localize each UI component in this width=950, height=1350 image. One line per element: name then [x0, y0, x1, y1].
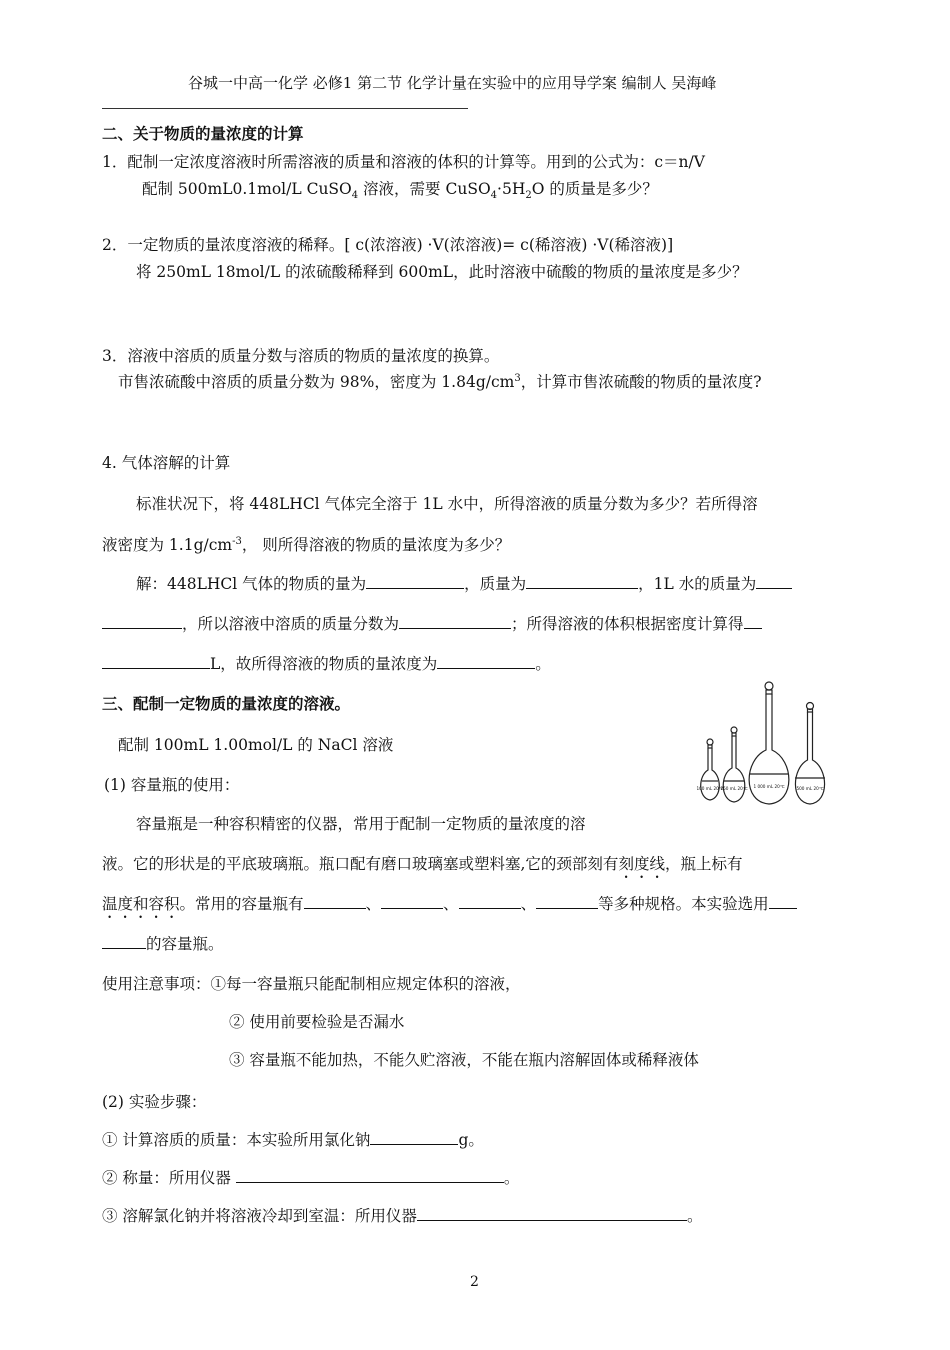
page-header: 谷城一中高一化学 必修1 第二节 化学计量在实验中的应用导学案 编制人 吴海峰	[188, 74, 717, 92]
flask-label-500ml: 500 mL 20℃	[796, 786, 824, 791]
blank-moles[interactable]	[366, 572, 464, 589]
blank-spec-2[interactable]	[381, 892, 443, 909]
blank-mass-fraction[interactable]	[399, 612, 511, 629]
item3-line1: 3．溶液中溶质的质量分数与溶质的物质的量浓度的换算。	[102, 347, 500, 365]
item4-solution-line3: L，故所得溶液的物质的量浓度为 。	[102, 652, 551, 674]
blank-selected-spec[interactable]	[769, 892, 797, 909]
flask-label-1000ml: 1 000 mL 20℃	[753, 784, 785, 789]
blank-spec-1[interactable]	[304, 892, 366, 909]
section3-subtitle: 配制 100mL 1.00mol/L 的 NaCl 溶液	[118, 736, 394, 754]
blank-water-mass-cont[interactable]	[102, 612, 182, 629]
step1: ① 计算溶质的质量：本实验所用氯化钠 g。	[102, 1128, 484, 1150]
part1-title: (1) 容量瓶的使用：	[104, 776, 240, 794]
step2: ② 称量：所用仪器 。	[102, 1166, 519, 1188]
notes-line1: 使用注意事项：①每一容量瓶只能配制相应规定体积的溶液，	[102, 975, 521, 993]
flask-p3: 温度和容积。常用的容量瓶有 、 、 、 等多种规格。本实验选用	[102, 892, 797, 922]
flask-label-100ml: 100 mL 20℃	[696, 786, 724, 791]
item3-line2: 市售浓硫酸中溶质的质量分数为 98%，密度为 $1.84g/cm^3$，计算市售浓硫酸的物质的量浓度?	[118, 372, 762, 391]
item2-line2: 将 250mL 18mol/L 的浓硫酸稀释到 600mL，此时溶液中硫酸的物质的量浓度是多少？	[136, 263, 748, 281]
blank-weighing-instrument[interactable]	[236, 1166, 504, 1183]
blank-mass[interactable]	[526, 572, 638, 589]
blank-spec-4[interactable]	[536, 892, 598, 909]
notes-line3: ③ 容量瓶不能加热，不能久贮溶液，不能在瓶内溶解固体或稀释液体	[229, 1051, 699, 1069]
part2-title: (2) 实验步骤：	[102, 1093, 207, 1111]
flask-p2: 液。它的形状是的平底玻璃瓶。瓶口配有磨口玻璃塞或塑料塞,它的颈部刻有刻度线，瓶上标有	[102, 855, 743, 873]
blank-volume[interactable]	[744, 612, 762, 629]
item1-line1: 1．配制一定浓度溶液时所需溶液的质量和溶液的体积的计算等。用到的公式为：c＝n/V	[102, 153, 705, 171]
blank-dissolving-instrument[interactable]	[417, 1204, 687, 1221]
flask-p4: 的容量瓶。	[102, 932, 224, 954]
blank-concentration[interactable]	[437, 652, 535, 669]
item2-line1: 2．一定物质的量浓度溶液的稀释。[ c(浓溶液) ·V(浓溶液)= c(稀溶液) ·V(稀溶液)]	[102, 236, 674, 254]
notes-line2: ② 使用前要检验是否漏水	[229, 1013, 405, 1031]
blank-selected-spec-cont[interactable]	[102, 932, 146, 949]
flask-label-250ml: 250 mL 20℃	[720, 786, 748, 791]
volumetric-flasks-figure	[694, 678, 836, 806]
blank-volume-cont[interactable]	[102, 652, 210, 669]
step3: ③ 溶解氯化钠并将溶液冷却到室温：所用仪器 。	[102, 1204, 702, 1226]
item1-question: 配制 500mL0.1mol/L CuSO$_4$ 溶液，需要 $CuSO_4\cdot 5H_2O$ 的质量是多少？	[142, 180, 658, 202]
flask-p1: 容量瓶是一种容积精密的仪器，常用于配制一定物质的量浓度的溶	[136, 815, 586, 833]
blank-nacl-mass[interactable]	[370, 1128, 458, 1145]
blank-water-mass[interactable]	[756, 572, 792, 589]
section3-title: 三、配制一定物质的量浓度的溶液。	[102, 695, 351, 713]
section2-title: 二、关于物质的量浓度的计算	[102, 125, 304, 143]
blank-spec-3[interactable]	[459, 892, 521, 909]
item4-solution-line2: ，所以溶液中溶质的质量分数为 ；所得溶液的体积根据密度计算得	[102, 612, 762, 634]
item4-p2: 液密度为 $1.1g/cm^{-3}$， 则所得溶液的物质的量浓度为多少？	[102, 535, 511, 554]
page-number: 2	[470, 1274, 479, 1290]
item4-title: 4. 气体溶解的计算	[102, 454, 231, 472]
item4-p1: 标准状况下，将 448LHCl 气体完全溶于 1L 水中，所得溶液的质量分数为多少？若所得溶	[136, 495, 758, 513]
item4-solution-line1: 解：448LHCl 气体的物质的量为 ，质量为 ，1L 水的质量为	[136, 572, 792, 594]
header-rule	[102, 108, 468, 109]
